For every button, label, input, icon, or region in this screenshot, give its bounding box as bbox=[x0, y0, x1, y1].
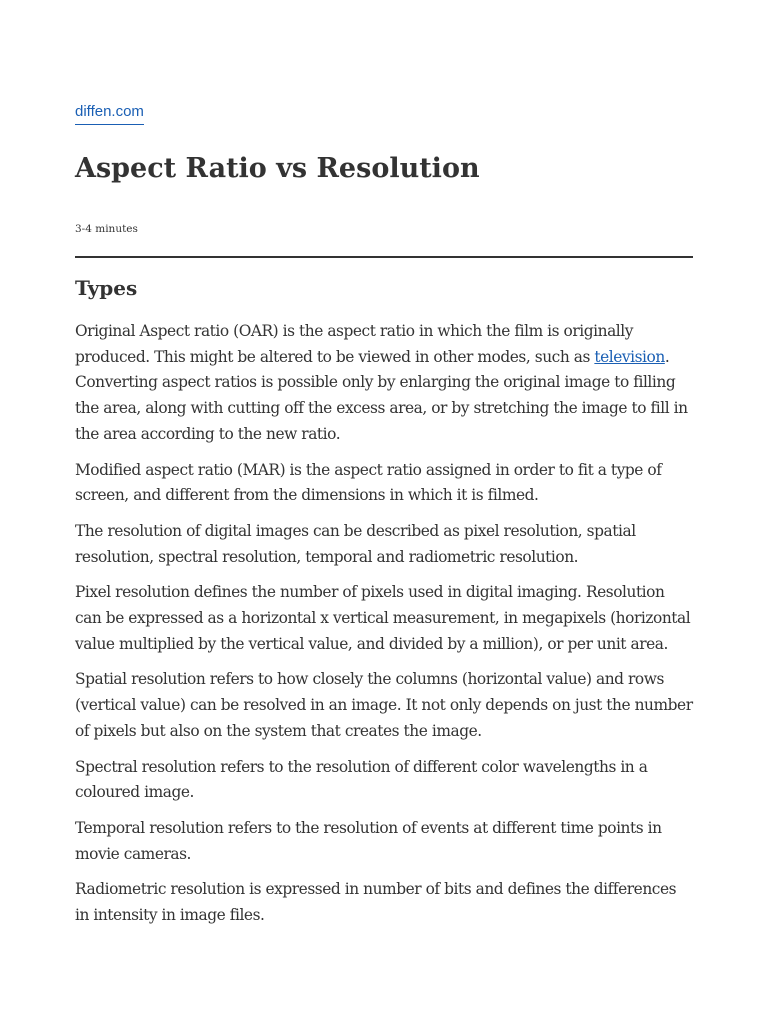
site-link[interactable]: diffen.com bbox=[75, 102, 144, 125]
section-heading-types: Types bbox=[75, 276, 138, 300]
paragraph-oar-text-after: . Converting aspect ratios is possible only by enlarging the original image to filling the area, along with cutting off the excess area, or by stretching the image to fill in the area according to the new ratio. bbox=[75, 347, 688, 443]
paragraph-mar: Modified aspect ratio (MAR) is the aspect ratio assigned in order to fit a type of screen, and different from the dimensions in which it is filmed. bbox=[75, 460, 662, 505]
paragraph-pixel-resolution: Pixel resolution defines the number of pixels used in digital imaging. Resolution can be expressed as a horizontal x vertical measurement, in megapixels (horizontal value multiplied by the vertical value, and divided by a million), or per unit area. bbox=[75, 583, 691, 653]
paragraph-spatial-resolution: Spatial resolution refers to how closely the columns (horizontal value) and rows (vertical value) can be resolved in an image. It not only depends on just the number of pixels but also on the system that creates the image. bbox=[75, 670, 693, 740]
read-time: 3-4 minutes bbox=[75, 223, 138, 235]
paragraph-oar-text-before: Original Aspect ratio (OAR) is the aspect ratio in which the film is originally produced. This might be altered to be viewed in other modes, such as bbox=[75, 322, 633, 366]
paragraph-radiometric-resolution: Radiometric resolution is expressed in number of bits and defines the differences in intensity in image files. bbox=[75, 880, 677, 925]
paragraph-oar bbox=[75, 319, 693, 448]
article-body bbox=[75, 319, 693, 939]
divider bbox=[75, 256, 693, 258]
paragraph-temporal-resolution: Temporal resolution refers to the resolution of events at different time points in movie cameras. bbox=[75, 818, 662, 863]
paragraph-spectral-resolution: Spectral resolution refers to the resolution of different color wavelengths in a coloured image. bbox=[75, 757, 648, 802]
television-link[interactable]: television bbox=[594, 347, 665, 366]
page-title: Aspect Ratio vs Resolution bbox=[75, 153, 480, 184]
paragraph-resolution-types: The resolution of digital images can be described as pixel resolution, spatial resolution, spectral resolution, temporal and radiometric resolution. bbox=[75, 521, 636, 566]
